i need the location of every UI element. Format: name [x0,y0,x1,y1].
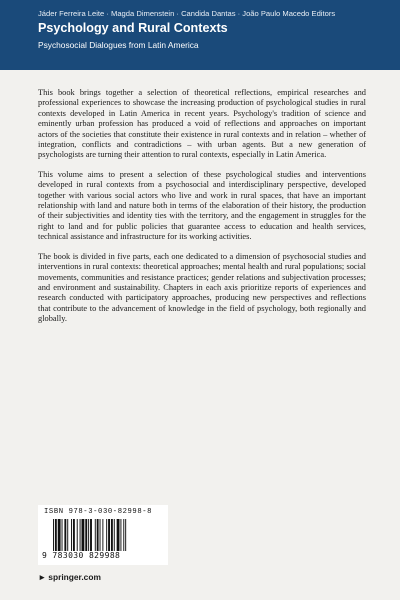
editors-line: Jáder Ferreira Leite · Magda Dimenstein · Candida Dantas · João Paulo Macedo Editors [38,9,336,18]
arrow-icon: ► [38,572,47,582]
blurb [38,88,366,334]
barcode-bar [71,519,72,551]
barcode-bar [55,519,57,551]
barcode-bar [64,519,66,551]
blurb-paragraph-3: The book is divided in five parts, each one dedicated to a dimension of psychosocial studies and interventions in rural contexts: theoretical approaches; mental health and rural populations; social movements, communities and resistance practices; gender relations and subjectivation processes; and environment and sustainability. Chapters in each axis prioritize reports of experiences and research conducted with participatory approaches, producing new perspectives and reflections that contribute to the advancement of knowledge in the field of psychology, both regionally and globally. [38,251,366,324]
barcode-bar [58,519,61,551]
blurb-paragraph-2: This volume aims to present a selection of these psychological studies and interventions developed in rural contexts from a psychosocial and interdisciplinary perspective, developed together with various social actors who live and work in rural spaces, that have an important relationship with land and nature both in terms of the elaboration of their history, the production of their subjectivities and identity ties with the territory, and the engagement in struggles for the right to land and for public policies that guarantee access to education and health services, technical assistance and infrastructure for its working activities. [38,169,366,242]
barcode-bar [80,519,81,551]
barcode-bar [102,519,103,551]
barcode-bar [125,519,126,551]
barcode-box [38,505,168,565]
barcode-bar [97,519,99,551]
barcode-bar [88,519,89,551]
barcode-bar [73,519,75,551]
barcode-bar [85,519,87,551]
barcode-bar [117,519,120,551]
barcode-bar [114,519,115,551]
barcode-bar [53,519,54,551]
book-subtitle: Psychosocial Dialogues from Latin America [38,40,199,50]
publisher-website-label: springer.com [48,572,101,582]
barcode-bar [90,519,92,551]
barcode-bar [95,519,96,551]
barcode-bar [111,519,113,551]
publisher-website[interactable] [38,572,101,582]
book-title: Psychology and Rural Contexts [38,21,228,35]
barcode-bar [62,519,63,551]
barcode-bar [120,519,121,551]
barcode-bar [100,519,101,551]
blurb-paragraph-1: This book brings together a selection of theoretical reflections, empirical researches and professional experiences to showcase the increasing production of psychological studies in rural contexts developed in Latin America in recent years. Psychology's tradition of science and eminently urban profession has produced a void of reflections and approaches on important actors of the societies that constitute their existence in rural contexts and in relation – whether of integration, conflicts and contradictions – with urban agents. But a new generation of psychologists are turning their attention to rural contexts, especially in Latin America. [38,88,366,160]
isbn-text: ISBN 978-3-030-82998-8 [44,508,153,516]
barcode-bar [82,519,85,551]
barcode-bar [108,519,110,551]
barcode-digits: 9 783030 829988 [42,551,121,560]
barcode-bar [106,519,107,551]
barcode-bar [123,519,124,551]
barcode-bar [67,519,68,551]
barcode-icon [52,519,162,551]
barcode-bar [77,519,78,551]
header-band [0,0,400,70]
